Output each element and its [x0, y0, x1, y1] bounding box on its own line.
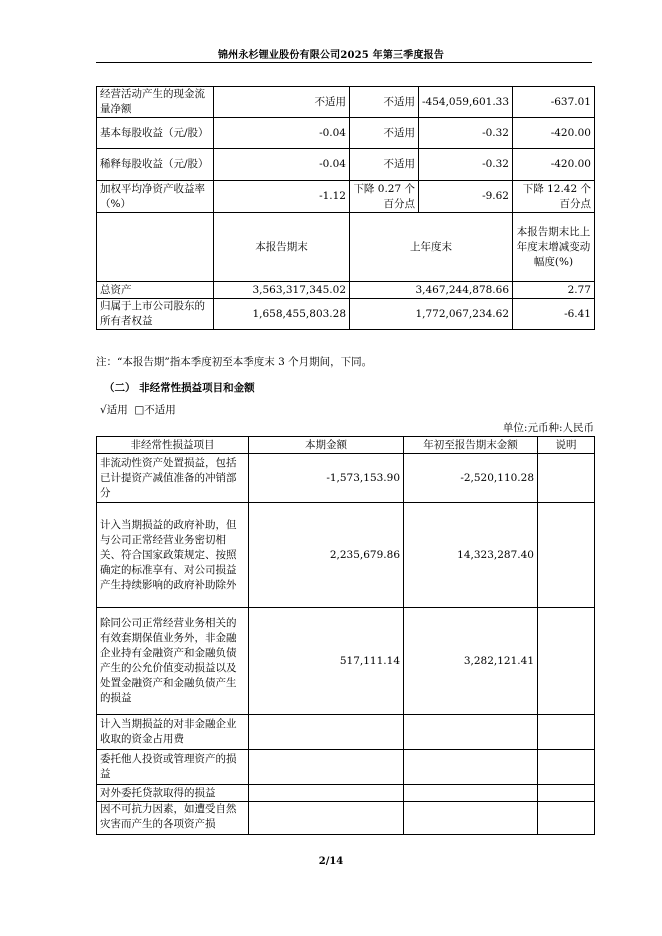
- change-value: 2.77: [513, 282, 595, 299]
- ytd-value: 14,323,287.40: [404, 503, 538, 608]
- remark: [538, 454, 595, 503]
- ytd-change: 下降 12.42 个百分点: [513, 181, 595, 213]
- current-value: 517,111.14: [249, 608, 404, 715]
- ytd-value: -2,520,110.28: [404, 454, 538, 503]
- table-row: [97, 608, 595, 715]
- table-row: [97, 87, 595, 118]
- current-change: 不适用: [350, 149, 419, 181]
- column-header: 年初至报告期末金额: [404, 437, 538, 454]
- ytd-value: [404, 785, 538, 802]
- table-header-row: [97, 437, 595, 454]
- header-divider: [96, 62, 592, 63]
- table-row: [97, 282, 595, 299]
- column-header: 上年度末: [350, 213, 513, 282]
- remark: [538, 715, 595, 750]
- current-value: -0.04: [214, 149, 350, 181]
- remark: [538, 802, 595, 835]
- end-period-value: 1,658,455,803.28: [214, 299, 350, 330]
- last-year-end-value: 3,467,244,878.66: [350, 282, 513, 299]
- ytd-value: [404, 715, 538, 750]
- footnote: 注：“本报告期”指本季度初至本季度末 3 个月期间，下同。: [96, 356, 373, 368]
- currency-unit: 单位:元币种:人民币: [502, 422, 594, 434]
- table-row: [97, 785, 595, 802]
- table-row: [97, 213, 595, 282]
- row-label: 因不可抗力因素，如遭受自然灾害而产生的各项资产损: [97, 802, 249, 835]
- current-value: -1,573,153.90: [249, 454, 404, 503]
- ytd-value: -454,059,601.33: [419, 87, 513, 118]
- column-header: 说明: [538, 437, 595, 454]
- ytd-change: -637.01: [513, 87, 595, 118]
- current-value: [249, 750, 404, 785]
- table-row: [97, 454, 595, 503]
- table-row: [97, 118, 595, 149]
- column-header: 本报告期末: [214, 213, 350, 282]
- change-value: -6.41: [513, 299, 595, 330]
- end-period-value: 3,563,317,345.02: [214, 282, 350, 299]
- table-row: [97, 802, 595, 835]
- current-value: 2,235,679.86: [249, 503, 404, 608]
- remark: [538, 750, 595, 785]
- blank-cell: [97, 213, 214, 282]
- row-label: 归属于上市公司股东的所有者权益: [97, 299, 214, 330]
- column-header: 本报告期末比上年度末增减变动幅度(%): [513, 213, 595, 282]
- current-value: -1.12: [214, 181, 350, 213]
- ytd-value: -0.32: [419, 149, 513, 181]
- last-year-end-value: 1,772,067,234.62: [350, 299, 513, 330]
- report-header-title: 锦州永杉锂业股份有限公司2025 年第三季度报告: [217, 50, 445, 61]
- ytd-value: -0.32: [419, 118, 513, 149]
- applicability-options: [100, 402, 176, 417]
- row-label: 计入当期损益的政府补助，但与公司正常经营业务密切相关、符合国家政策规定、按照确定的标准享有、对公司损益产生持续影响的政府补助除外: [97, 503, 249, 608]
- row-label: 对外委托贷款取得的损益: [97, 785, 249, 802]
- ytd-value: 3,282,121.41: [404, 608, 538, 715]
- current-value: [249, 715, 404, 750]
- column-header: 非经常性损益项目: [97, 437, 249, 454]
- current-change: 不适用: [350, 118, 419, 149]
- ytd-value: -9.62: [419, 181, 513, 213]
- row-label: 委托他人投资或管理资产的损益: [97, 750, 249, 785]
- table-row: [97, 503, 595, 608]
- row-label: 加权平均净资产收益率（%）: [97, 181, 214, 213]
- page-number: 2/14: [318, 856, 344, 867]
- current-change: 下降 0.27 个百分点: [350, 181, 419, 213]
- remark: [538, 785, 595, 802]
- table-row: [97, 715, 595, 750]
- current-value: [249, 785, 404, 802]
- table-row: [97, 149, 595, 181]
- row-label: 基本每股收益（元/股）: [97, 118, 214, 149]
- table-row: [97, 750, 595, 785]
- table-row: [97, 181, 595, 213]
- ytd-value: [404, 750, 538, 785]
- non-recurring-gains-table: [96, 436, 595, 835]
- current-change: 不适用: [350, 87, 419, 118]
- table-row: [97, 299, 595, 330]
- remark: [538, 503, 595, 608]
- current-value: [249, 802, 404, 835]
- ytd-change: -420.00: [513, 118, 595, 149]
- remark: [538, 608, 595, 715]
- current-value: 不适用: [214, 87, 350, 118]
- column-header: 本期金额: [249, 437, 404, 454]
- not-applicable-label: □不适用: [134, 404, 176, 416]
- applicable-checked-label: √适用: [100, 404, 128, 416]
- ytd-change: -420.00: [513, 149, 595, 181]
- ytd-value: [404, 802, 538, 835]
- row-label: 非流动性资产处置损益，包括已计提资产减值准备的冲销部分: [97, 454, 249, 503]
- section-title: （二） 非经常性损益项目和金额: [104, 382, 255, 394]
- row-label: 除同公司正常经营业务相关的有效套期保值业务外，非金融企业持有金融资产和金融负债产生的公允价值变动损益以及处置金融资产和金融负债产生的损益: [97, 608, 249, 715]
- current-value: -0.04: [214, 118, 350, 149]
- row-label: 经营活动产生的现金流量净额: [97, 87, 214, 118]
- financial-indicators-table: [96, 86, 595, 330]
- row-label: 总资产: [97, 282, 214, 299]
- row-label: 稀释每股收益（元/股）: [97, 149, 214, 181]
- row-label: 计入当期损益的对非金融企业收取的资金占用费: [97, 715, 249, 750]
